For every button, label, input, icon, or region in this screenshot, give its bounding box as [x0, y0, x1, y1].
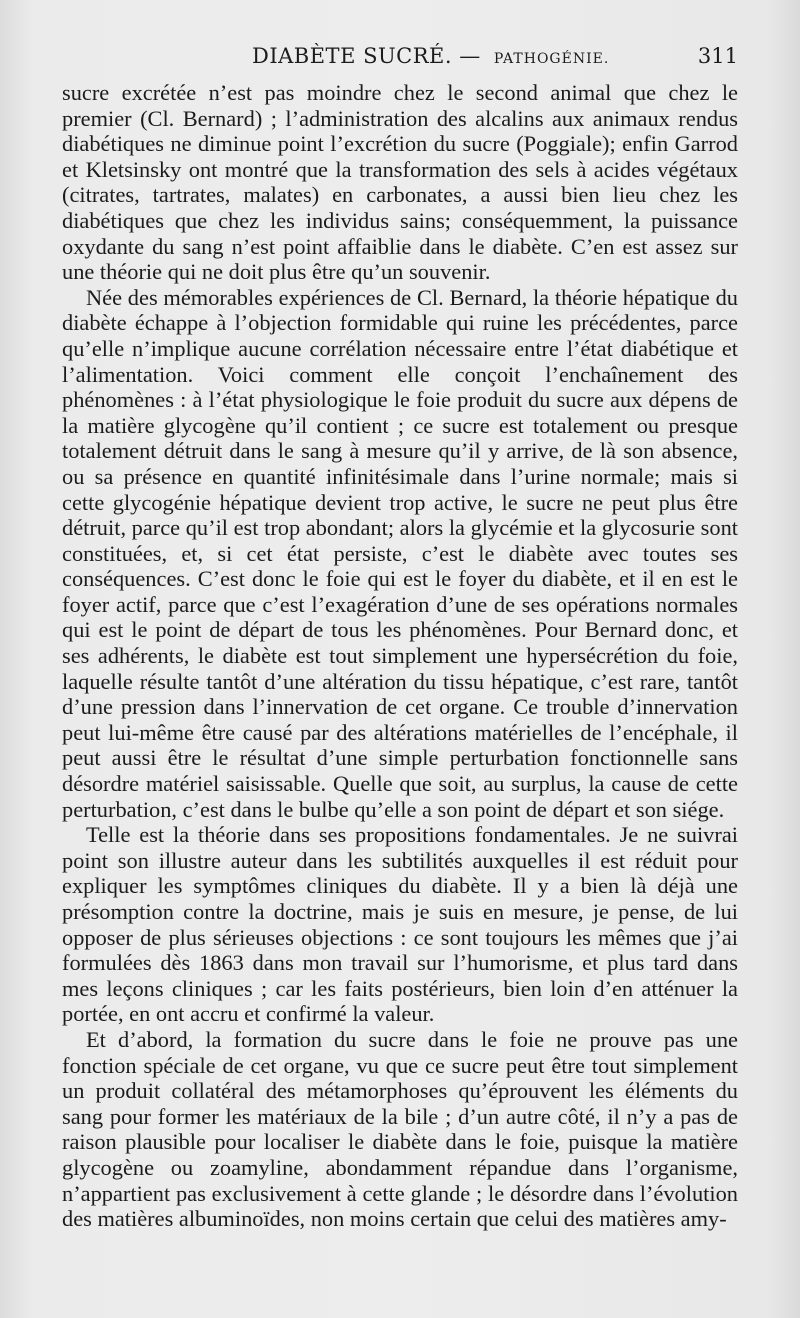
page-number: 311	[697, 44, 738, 68]
running-title	[252, 44, 609, 68]
chapter-title: DIABÈTE SUCRÉ.	[252, 44, 453, 68]
paragraph-3: Telle est la théorie dans ses propositions fondamentales. Je ne suivrai point son illustre auteur dans les subtilités auxquelles il est réduit pour expliquer les symptômes cliniques du diabète. Il y a bien là déjà une présomption contre la doctrine, mais je suis en mesure, je pense, de lui opposer de plus sérieuses objections : ce sont toujours les mêmes que j’ai formulées dès 1863 dans mon travail sur l’humorisme, et plus tard dans mes leçons cliniques ; car les faits postérieurs, bien loin d’en atténuer la portée, en ont accru et confirmé la valeur.	[62, 822, 738, 1027]
body-text	[62, 80, 738, 1232]
paragraph-4: Et d’abord, la formation du sucre dans le foie ne prouve pas une fonction spéciale de cet organe, vu que ce sucre peut être tout simplement un produit collatéral des métamorphoses qu’éprouvent les éléments du sang pour former les matériaux de la bile ; d’un autre côté, il n’y a pas de raison plausible pour localiser le diabète dans le foie, puisque la matière glycogène ou zoamyline, abondamment répandue dans l’organisme, n’appartient pas exclusivement à cette glande ; le désordre dans l’évolution des matières albuminoïdes, non moins certain que celui des matières amy-	[62, 1026, 738, 1232]
paragraph-2: Née des mémorables expériences de Cl. Bernard, la théorie hépatique du diabète échappe à l’objection formidable qui ruine les précédentes, parce qu’elle n’implique aucune corrélation nécessaire entre l’état diabétique et l’alimentation. Voici comment elle conçoit l’enchaînement des phénomènes : à l’état physiologique le foie produit du sucre aux dépens de la matière glycogène qu’il contient ; ce sucre est totalement ou presque totalement détruit dans le sang à mesure qu’il y arrive, de là son absence, ou sa présence en quantité infinitésimale dans l’urine normale; mais si cette glycogénie hépatique devient trop active, le sucre ne peut plus être détruit, parce qu’il est trop abondant; alors la glycémie et la glycosurie sont constituées, et, si cet état persiste, c’est le diabète avec toutes ses conséquences. C’est donc le foie qui est le foyer du diabète, et il en est le foyer actif, parce que c’est l’exagération d’une de ses opérations normales qui est le point de départ de tous les phénomènes. Pour Bernard donc, et ses adhérents, le diabète est tout simplement une hypersécrétion du foie, laquelle résulte tantôt d’une altération du tissu hépatique, c’est rare, tantôt d’une pression dans l’innervation de cet organe. Ce trouble d’innervation peut lui-même être causé par des altérations matérielles de l’encéphale, il peut aussi être le résultat d’une simple perturbation fonctionnelle sans désordre matériel saisissable. Quelle que soit, au surplus, la cause de cette perturbation, c’est dans le bulbe qu’elle a son point de départ et son siége.	[62, 284, 738, 822]
title-separator: —	[459, 44, 481, 68]
running-header	[62, 44, 738, 74]
paragraph-1: sucre excrétée n’est pas moindre chez le second animal que chez le premier (Cl. Bernard) ; l’administration des alcalins aux animaux rendus diabétiques ne diminue point l’excrétion du sucre (Poggiale); enfin Garrod et Kletsinsky ont montré que la transformation des sels à acides végétaux (citrates, tartrates, malates) en carbonates, a aussi bien lieu chez les diabétiques que chez les individus sains; conséquemment, la puissance oxydante du sang n’est point affaiblie dans le diabète. C’en est assez sur une théorie qui ne doit plus être qu’un souvenir.	[62, 80, 738, 285]
section-title: PATHOGÉNIE.	[493, 51, 610, 67]
